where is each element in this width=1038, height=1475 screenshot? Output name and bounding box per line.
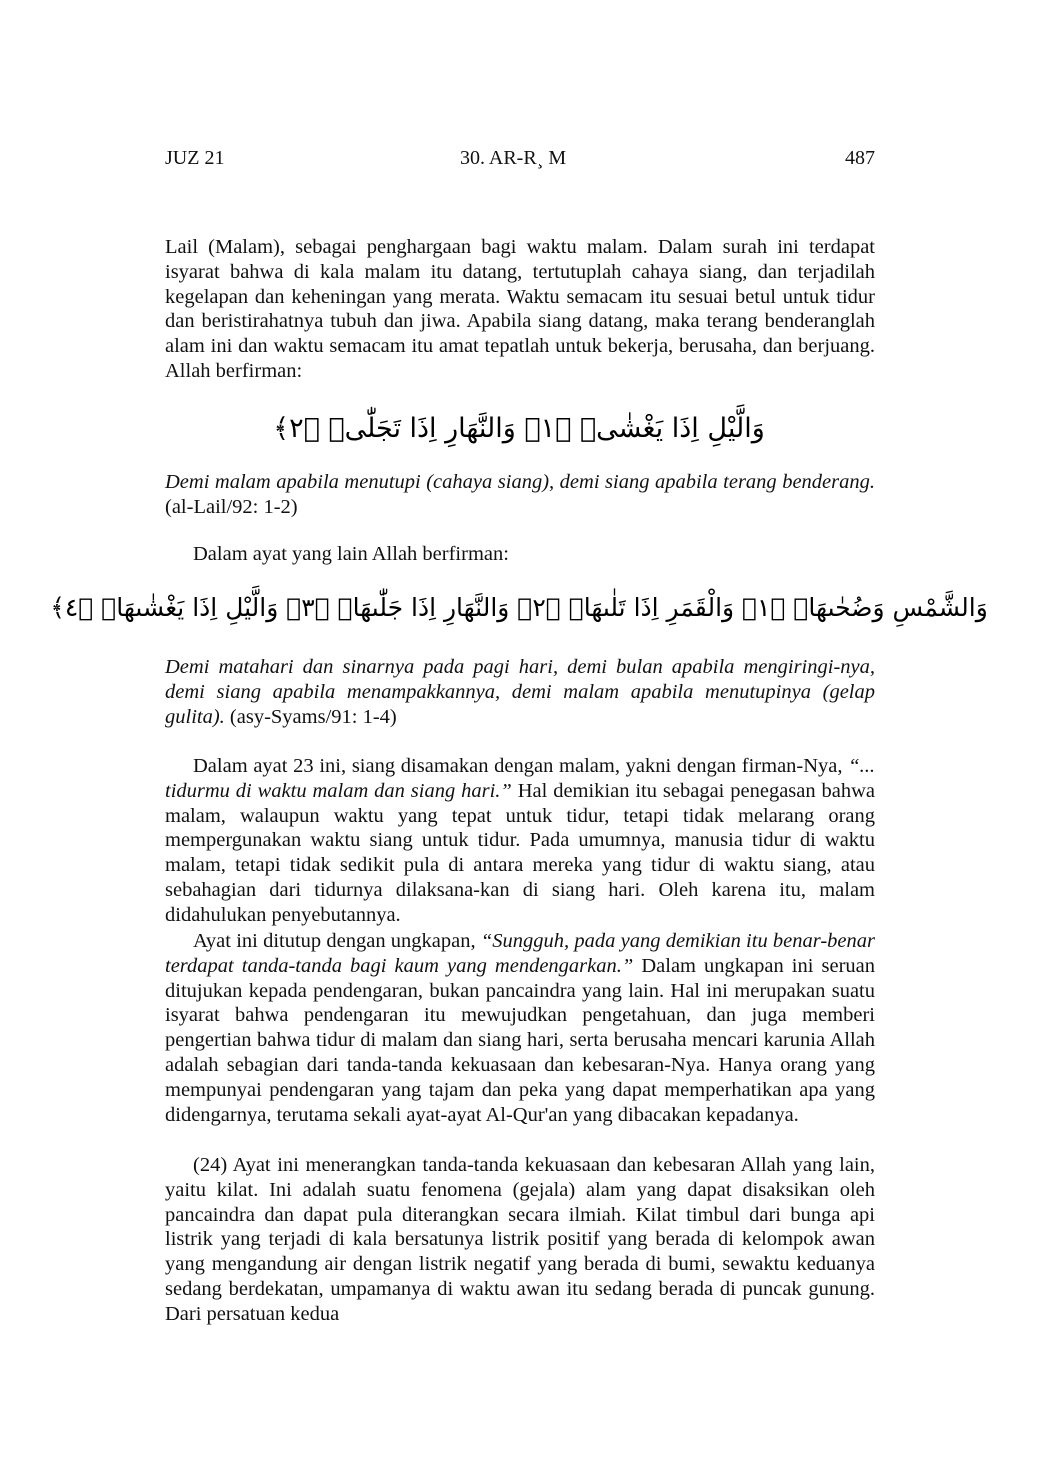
paragraph-intro: Lail (Malam), sebagai penghargaan bagi waktu malam. Dalam surah ini terdapat isyarat bahwa di kala malam itu datang, tertutuplah cahaya siang, dan terjadilah kegelapan dan keheningan yang merata. Waktu semacam itu sesuai betul untuk tidur dan beristirahatnya tubuh dan jiwa. Apabila siang datang, maka terang benderanglah alam ini dan waktu semacam itu amat tepatlah untuk bekerja, berusaha, dan berjuang. Allah berfirman: <box>165 236 875 382</box>
translation-text: Demi malam apabila menutupi (cahaya siang), demi siang apabila terang benderang. <box>165 471 875 493</box>
translation-text: Demi matahari dan sinarnya pada pagi hari, demi bulan apabila mengiringi-nya, demi siang apabila menampakkannya, demi malam apabila menutupinya (gelap gulita). <box>165 656 875 728</box>
paragraph-text: Dalam ungkapan ini seruan ditujukan kepada pendengaran, bukan pancaindra yang lain. Hal ini merupakan suatu isyarat bahwa pendengaran itu mewujudkan pengetahuan, dan juga memberi pengertian bahwa tidur di malam dan siang hari, serta berusaha mencari karunia Allah adalah sebagian dari tanda-tanda kekuasaan dan kebesaran-Nya. Hanya orang yang mempunyai pendengaran yang tajam dan peka yang dapat memperhatikan apa yang didengarnya, terutama sekali ayat-ayat Al-Qur'an yang dibacakan kepadanya. <box>165 954 876 1126</box>
quoted-text: “Sungguh, pada yang demikian itu benar-benar terdapat tanda-tanda bagi kaum yang mendengarkan.” <box>165 930 876 977</box>
quoted-text: “... tidurmu di waktu malam dan siang hari.” <box>165 755 875 802</box>
page-header <box>165 147 875 175</box>
arabic-verse-asy-syams: وَالشَّمْسِ وَضُحٰىهَاۖ ﴿١﴾ وَالْقَمَرِ اِذَا تَلٰىهَاۖ ﴿٢﴾ وَالنَّهَارِ اِذَا جَلّٰىهَاۖ ﴿٣﴾ وَالَّيْلِ اِذَا يَغْشٰىهَاۖ ﴿٤﴾ <box>50 593 988 622</box>
paragraph-closing-verse <box>165 929 875 1127</box>
paragraph-text: Hal demikian itu sebagai penegasan bahwa malam, walaupun waktu yang tepat untuk tidur, tetapi tidak melarang orang mempergunakan waktu siang untuk tidur. Pada umumnya, manusia tidur di waktu malam, tetapi tidak sedikit pula di antara mereka yang tidur di waktu siang, atau sebahagian dari tidurnya dilaksana-kan di siang hari. Oleh karena itu, malam didahulukan penyebutannya. <box>165 779 876 926</box>
verse-reference: (al-Lail/92: 1-2) <box>165 495 298 518</box>
paragraph-text: Dalam ayat 23 ini, siang disamakan dengan malam, yakni dengan firman-Nya, <box>193 755 849 777</box>
surah-title: 30. AR-R¸ M <box>460 147 567 169</box>
verse-reference: (asy-Syams/91: 1-4) <box>224 705 397 728</box>
paragraph-verse-23 <box>165 754 875 928</box>
juz-label: JUZ 21 <box>165 147 225 169</box>
arabic-verse-al-lail: وَالَّيْلِ اِذَا يَغْشٰىۙ ﴿١﴾ وَالنَّهَارِ اِذَا تَجَلّٰىۙ ﴿٢﴾ <box>273 413 765 444</box>
page-number: 487 <box>845 147 875 169</box>
paragraph-transition: Dalam ayat yang lain Allah berfirman: <box>193 543 509 565</box>
translation-al-lail <box>165 470 875 520</box>
paragraph-verse-24: (24) Ayat ini menerangkan tanda-tanda kekuasaan dan kebesaran Allah yang lain, yaitu kilat. Ini adalah suatu fenomena (gejala) alam yang dapat disaksikan oleh pancaindra dan dapat pula diterangkan secara ilmiah. Kilat timbul dari bunga api listrik yang terjadi di kala bersatunya listrik positif yang berada di kelompok awan yang mengandung air dengan listrik negatif yang berada di bumi, sewaktu keduanya sedang berdekatan, umpamanya di waktu awan itu sedang berada di puncak gunung. Dari persatuan kedua <box>165 1154 875 1325</box>
translation-asy-syams <box>165 655 875 729</box>
paragraph-text: Ayat ini ditutup dengan ungkapan, <box>193 930 481 952</box>
